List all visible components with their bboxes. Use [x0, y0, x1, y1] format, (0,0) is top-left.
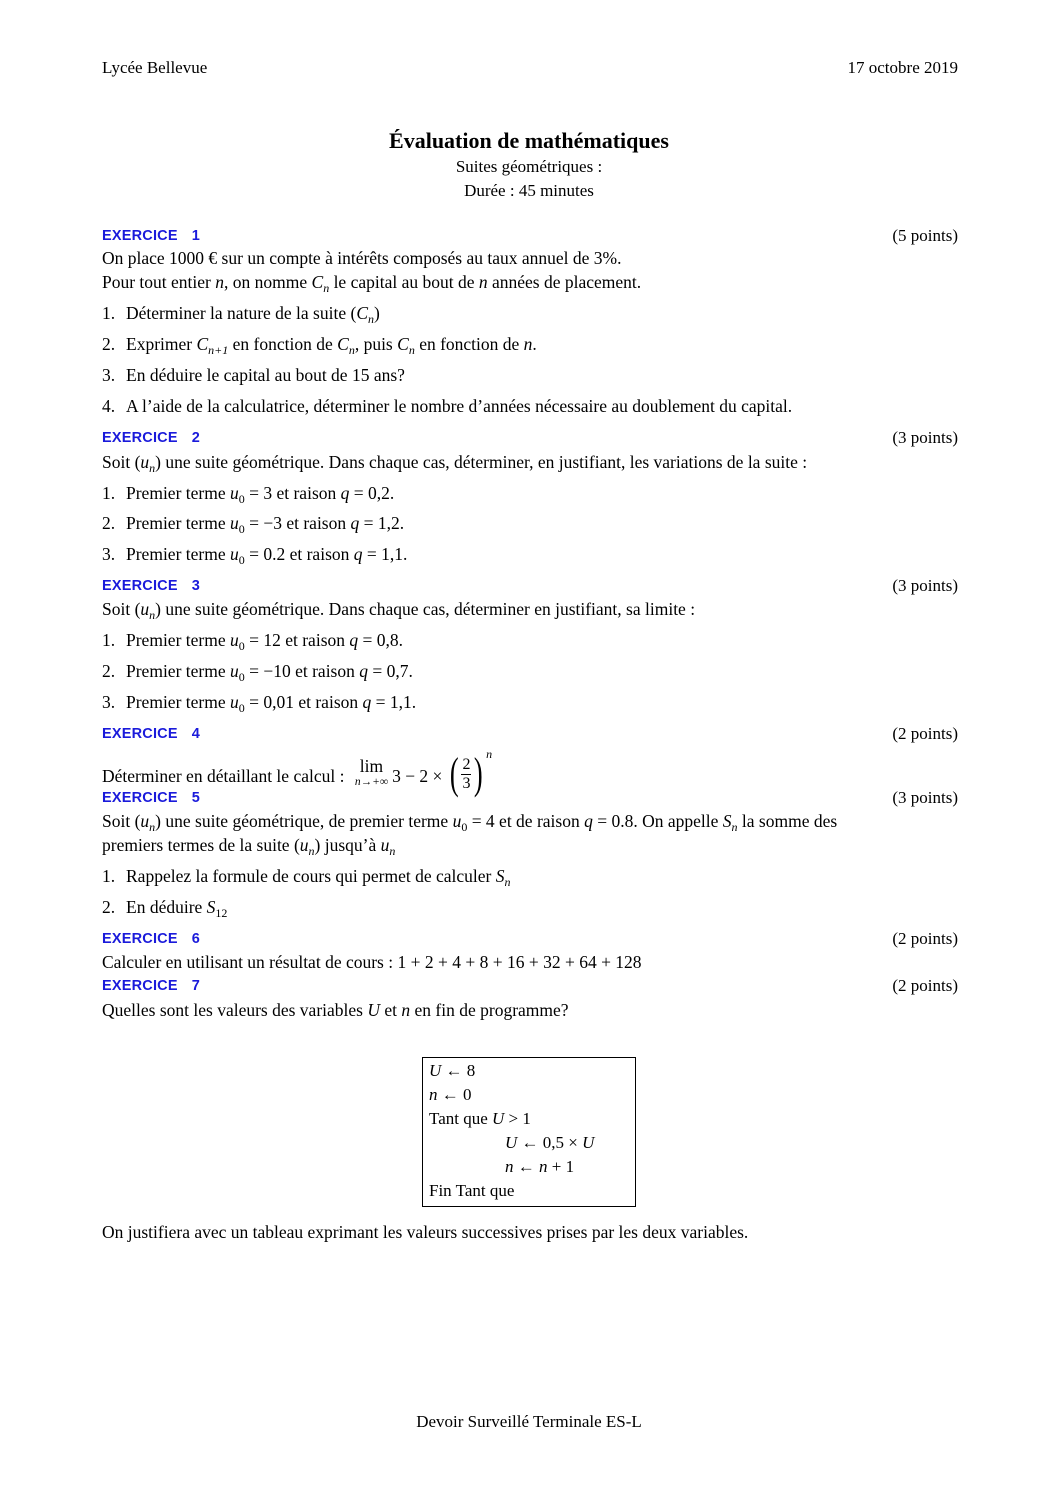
- exercise-3-item-1: 1. Premier terme $u_0 = 12$ et raison q = 0,8.: [102, 630, 404, 653]
- subtitle: Suites géométriques :: [455, 157, 603, 176]
- exercise-1-item-2: 2. Exprimer $C_{n+1}$ en fonction de $C_n$, puis $C_n$ en fonction de n.: [102, 334, 537, 357]
- exercise-6-intro: Calculer en utilisant un résultat de cours : 1 + 2 + 4 + 8 + 16 + 32 + 64 + 128: [102, 952, 642, 972]
- exercise-2-header: [102, 430, 958, 452]
- exercise-2-item-1: 1. Premier terme $u_0 = 3$ et raison q = 0,2.: [102, 483, 395, 506]
- exercise-5-header: [102, 790, 958, 812]
- algorithm-box: [422, 1057, 636, 1207]
- exercise-label: EXERCICE 6: [102, 931, 200, 947]
- duration: Durée : 45 minutes: [464, 181, 594, 200]
- exercise-1-intro-2: Pour tout entier n, on nomme $C_n$ le capital au bout de n années de placement.: [102, 272, 642, 295]
- exercise-points: (2 points): [892, 724, 958, 743]
- exercise-4-intro: Déterminer en détaillant le calcul : lim n→+∞ 3 − 2 × ( $\frac{2}{3}$ ) n: [102, 746, 493, 798]
- exercise-2-intro: Soit $(u_n)$ une suite géométrique. Dans chaque cas, déterminer, en justifiant, les variations de la suite :: [102, 452, 808, 475]
- limit-operator: lim n→+∞: [354, 756, 389, 788]
- exercise-2-item-3: 3. Premier terme $u_0 = 0.2$ et raison q = 1,1.: [102, 544, 408, 567]
- exercise-6-header: [102, 931, 958, 953]
- exercise-4-header: [102, 726, 958, 748]
- exercise-2-item-2: 2. Premier terme $u_0 = -3$ et raison q = 1,2.: [102, 513, 405, 536]
- exercise-points: (2 points): [892, 976, 958, 995]
- exercise-1-header: [102, 228, 958, 250]
- exercise-5-item-1: 1. Rappelez la formule de cours qui permet de calculer $S_n$: [102, 866, 511, 889]
- school-name: Lycée Bellevue: [102, 58, 208, 77]
- exercise-1-item-4: 4. A l’aide de la calculatrice, déterminer le nombre d’années nécessaire au doublement du capital.: [102, 396, 793, 416]
- algo-line: Fin Tant que: [429, 1181, 515, 1200]
- exercise-7-header: [102, 978, 958, 1000]
- exam-date: 17 octobre 2019: [847, 58, 958, 77]
- fraction-power: ( $\frac{2}{3}$ ) n: [449, 746, 493, 798]
- exercise-points: (3 points): [892, 428, 958, 447]
- exercise-7-outro: On justifiera avec un tableau exprimant les valeurs successives prises par les deux variables.: [102, 1222, 749, 1242]
- exercise-points: (3 points): [892, 576, 958, 595]
- exercise-label: EXERCICE 1: [102, 228, 200, 244]
- exercise-3-header: [102, 578, 958, 600]
- exercise-label: EXERCICE 7: [102, 978, 200, 994]
- exercise-3-intro: Soit $(u_n)$ une suite géométrique. Dans chaque cas, déterminer en justifiant, sa limite :: [102, 599, 696, 622]
- algo-line: U ← 8: [429, 1061, 476, 1080]
- exercise-3-item-3: 3. Premier terme $u_0 = 0,01$ et raison q = 1,1.: [102, 692, 417, 715]
- page-footer: Devoir Surveillé Terminale ES-L: [416, 1412, 642, 1431]
- exercise-5-intro-1: Soit $(u_n)$ une suite géométrique, de premier terme $u_0 = 4$ et de raison q = 0.8. On appelle $S_n$ la somme des: [102, 811, 838, 834]
- exercise-5-item-2: 2. En déduire $S_{12}$: [102, 897, 228, 920]
- exercise-7-intro: Quelles sont les valeurs des variables U et n en fin de programme?: [102, 1000, 569, 1020]
- exercise-3-item-2: 2. Premier terme $u_0 = -10$ et raison q = 0,7.: [102, 661, 413, 684]
- page-title: Évaluation de mathématiques: [389, 128, 669, 153]
- title-block: [0, 127, 1058, 203]
- exercise-1-intro-1: On place 1000 € sur un compte à intérêts composés au taux annuel de 3%.: [102, 248, 622, 268]
- exercise-points: (2 points): [892, 929, 958, 948]
- exercise-label: EXERCICE 3: [102, 578, 200, 594]
- exercise-label: EXERCICE 4: [102, 726, 200, 742]
- exercise-label: EXERCICE 2: [102, 430, 200, 446]
- exercise-5-intro-2: premiers termes de la suite $(u_n)$ jusqu’à $u_n$: [102, 835, 396, 858]
- algo-line: U ← 0,5 × U: [505, 1133, 595, 1152]
- algo-line: n ← 0: [429, 1085, 472, 1104]
- exercise-1-item-1: 1. Déterminer la nature de la suite $(C_n)$: [102, 303, 380, 326]
- algo-line: Tant que U > 1: [429, 1109, 531, 1128]
- exercise-1-item-3: 3. En déduire le capital au bout de 15 ans?: [102, 365, 405, 385]
- formula-expression: 3 − 2 ×: [392, 766, 443, 787]
- algo-line: n ← n + 1: [505, 1157, 575, 1176]
- exercise-label: EXERCICE 5: [102, 790, 200, 806]
- exercise-points: (3 points): [892, 788, 958, 807]
- exercise-points: (5 points): [892, 226, 958, 245]
